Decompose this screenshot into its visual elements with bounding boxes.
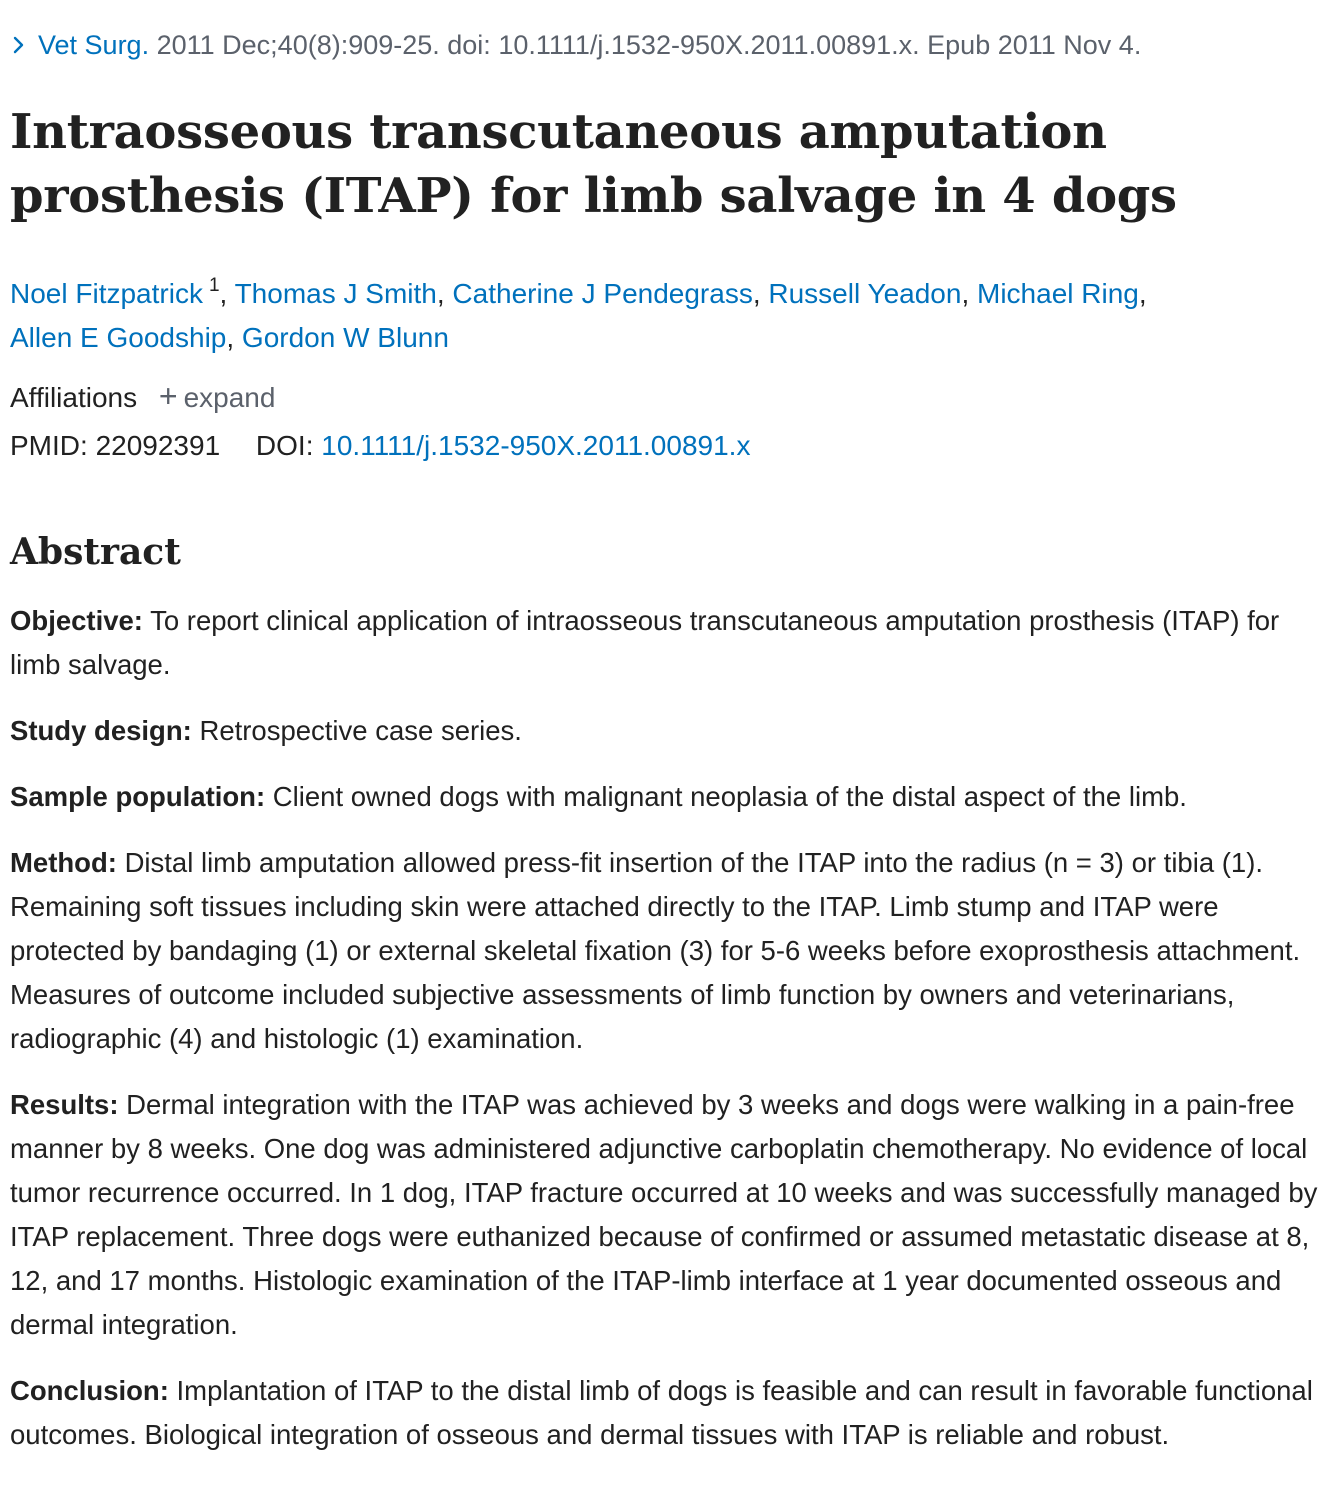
citation-details: 2011 Dec;40(8):909-25. doi: 10.1111/j.1532-950X.2011.00891.x. Epub 2011 Nov 4. [156, 30, 1142, 60]
section-label: Study design: [10, 715, 192, 746]
author-link[interactable]: Gordon W Blunn [241, 322, 449, 353]
pmid-value: 22092391 [95, 430, 221, 461]
plus-icon: + [158, 378, 178, 414]
chevron-right-icon[interactable] [10, 36, 28, 54]
section-label: Method: [10, 847, 117, 878]
section-text: Retrospective case series. [199, 715, 522, 746]
affiliations-label: Affiliations [10, 382, 138, 413]
journal-link[interactable]: Vet Surg. [38, 30, 150, 60]
abstract-section-objective [10, 599, 1324, 687]
abstract-section-study-design [10, 709, 1324, 753]
section-text: Distal limb amputation allowed press-fit insertion of the ITAP into the radius (n = 3) or tibia (1). Remaining soft tissues including skin were attached directly to the ITAP. Limb stump and ITAP were protected by bandaging (1) or external skeletal fixation (3) for 5-6 weeks before exoprosthesis attachment. Measures of outcome included subjective assessments of limb function by owners and veterinarians, radiographic (4) and histologic (1) examination. [10, 847, 1301, 1054]
section-text: Implantation of ITAP to the distal limb of dogs is feasible and can result in favorable functional outcomes. Biological integration of osseous and dermal tissues with ITAP is reliable and robust. [10, 1375, 1313, 1450]
author-list: Noel Fitzpatrick $^1$, Thomas J Smith, Catherine J Pendegrass, Russell Yeadon, Michael Ring, Allen E Goodship, Gordon W Blunn [10, 275, 1147, 353]
section-text: Dermal integration with the ITAP was achieved by 3 weeks and dogs were walking in a pain-free manner by 8 weeks. One dog was administered adjunctive carboplatin chemotherapy. No evidence of local tumor recurrence occurred. In 1 dog, ITAP fracture occurred at 10 weeks and was successfully managed by ITAP replacement. Three dogs were euthanized because of confirmed or assumed metastatic disease at 8, 12, and 17 months. Histologic examination of the ITAP-limb interface at 1 year documented osseous and dermal integration. [10, 1089, 1318, 1340]
author-link[interactable]: Michael Ring [977, 278, 1139, 309]
affiliations-row [10, 376, 275, 418]
section-label: Conclusion: [10, 1375, 169, 1406]
section-label: Sample population: [10, 781, 266, 812]
citation-line [10, 28, 1141, 62]
section-text: To report clinical application of intraosseous transcutaneous amputation prosthesis (ITAP) for limb salvage. [10, 605, 1280, 680]
section-label: Results: [10, 1089, 119, 1120]
author-link[interactable]: Catherine J Pendegrass [452, 278, 753, 309]
doi-label: DOI: [255, 430, 314, 461]
affiliation-ref[interactable]: 1 [208, 275, 220, 296]
article-title: Intraosseous transcutaneous amputation prosthesis (ITAP) for limb salvage in 4 dogs [10, 104, 1177, 224]
abstract-section-sample-population [10, 775, 1324, 819]
abstract-section-conclusion [10, 1369, 1324, 1457]
abstract-body [10, 599, 1324, 1479]
author-link[interactable]: Russell Yeadon [768, 278, 962, 309]
author-link[interactable]: Noel Fitzpatrick [10, 278, 203, 309]
section-text: Client owned dogs with malignant neoplasia of the distal aspect of the limb. [272, 781, 1187, 812]
abstract-section-results [10, 1083, 1324, 1347]
expand-label: expand [183, 382, 276, 413]
abstract-section-method [10, 841, 1324, 1061]
abstract-heading: Abstract [10, 531, 181, 573]
doi-link[interactable]: 10.1111/j.1532-950X.2011.00891.x [321, 430, 751, 461]
section-label: Objective: [10, 605, 143, 636]
pmid-label: PMID: [10, 430, 88, 461]
affiliations-expand-button[interactable] [158, 378, 276, 414]
identifiers-row [10, 426, 750, 466]
author-link[interactable]: Thomas J Smith [234, 278, 437, 309]
author-link[interactable]: Allen E Goodship [10, 322, 227, 353]
